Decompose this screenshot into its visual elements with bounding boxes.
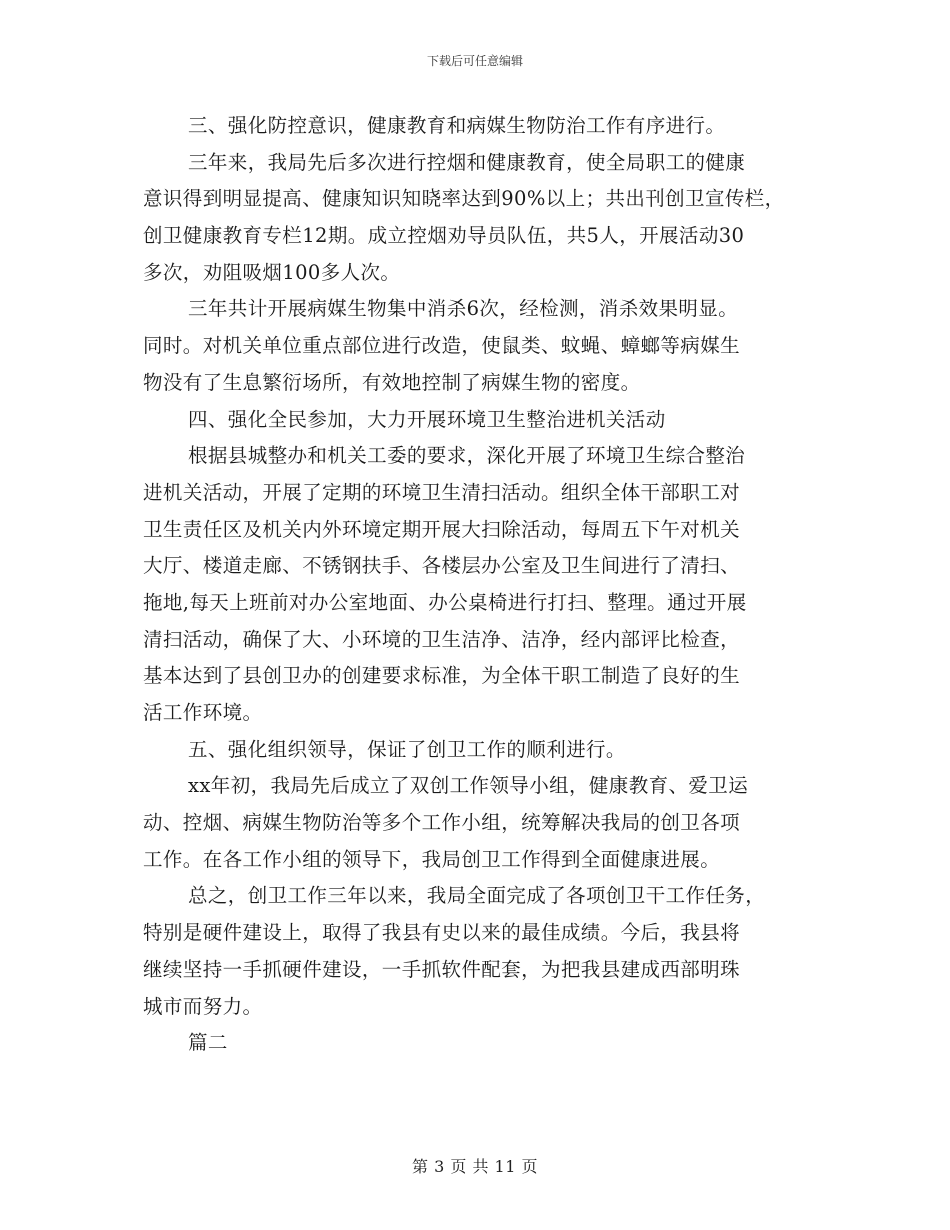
text-line: 创卫健康教育专栏12期。成立控烟劝导员队伍，共5人，开展活动30 <box>143 224 745 248</box>
text-line: 总之，创卫工作三年以来，我局全面完成了各项创卫干工作任务， <box>188 884 766 908</box>
text-line: 三、强化防控意识，健康教育和病媒生物防治工作有序进行。 <box>188 114 726 137</box>
text-line: 卫生责任区及机关内外环境定期开展大扫除活动，每周五下午对机关 <box>143 517 741 541</box>
page-footer: 第 3 页 共 11 页 <box>412 1157 538 1176</box>
text-line: 多次，劝阻吸烟100多人次。 <box>143 260 401 284</box>
text-line: 大厅、楼道走廊、不锈钢扶手、各楼层办公室及卫生间进行了清扫、 <box>143 554 741 578</box>
text-line: 基本达到了县创卫办的创建要求标准，为全体干职工制造了良好的生 <box>143 664 741 688</box>
text-line: 三年共计开展病媒生物集中消杀6次，经检测，消杀效果明显。 <box>188 297 739 321</box>
text-line: 根据县城整办和机关工委的要求，深化开展了环境卫生综合整治 <box>188 444 746 468</box>
text-line: xx年初，我局先后成立了双创工作领导小组，健康教育、爱卫运 <box>188 774 749 798</box>
text-line: 继续坚持一手抓硬件建设，一手抓软件配套，为把我县建成西部明珠 <box>143 957 741 981</box>
text-line: 同时。对机关单位重点部位进行改造，使鼠类、蚊蝇、蟑螂等病媒生 <box>143 334 741 358</box>
text-line: 特别是硬件建设上，取得了我县有史以来的最佳成绩。今后，我县将 <box>143 921 741 945</box>
text-line: 五、强化组织领导，保证了创卫工作的顺利进行。 <box>188 737 626 761</box>
text-line: 篇二 <box>188 1031 228 1055</box>
text-line: 清扫活动，确保了大、小环境的卫生洁净、洁净，经内部评比检查， <box>143 627 741 651</box>
text-line: 动、控烟、病媒生物防治等多个工作小组，统筹解决我局的创卫各项 <box>143 811 741 835</box>
text-line: 物没有了生息繁衍场所，有效地控制了病媒生物的密度。 <box>143 370 641 394</box>
text-line: 三年来，我局先后多次进行控烟和健康教育，使全局职工的健康 <box>188 150 746 174</box>
document-body <box>143 108 823 1062</box>
text-line: 意识得到明显提高、健康知识知晓率达到90%以上；共出刊创卫宣传栏， <box>143 187 785 211</box>
text-line: 四、强化全民参加，大力开展环境卫生整治进机关活动 <box>188 407 666 431</box>
page-header: 下载后可任意编辑 <box>426 54 523 68</box>
text-line: 活工作环境。 <box>143 701 263 724</box>
text-line: 城市而努力。 <box>143 994 263 1018</box>
text-line: 工作。在各工作小组的领导下，我局创卫工作得到全面健康进展。 <box>143 847 721 871</box>
text-line: 进机关活动，开展了定期的环境卫生清扫活动。组织全体干部职工对 <box>143 480 741 504</box>
text-line: 拖地,每天上班前对办公室地面、办公桌椅进行打扫、整理。通过开展 <box>143 590 747 614</box>
